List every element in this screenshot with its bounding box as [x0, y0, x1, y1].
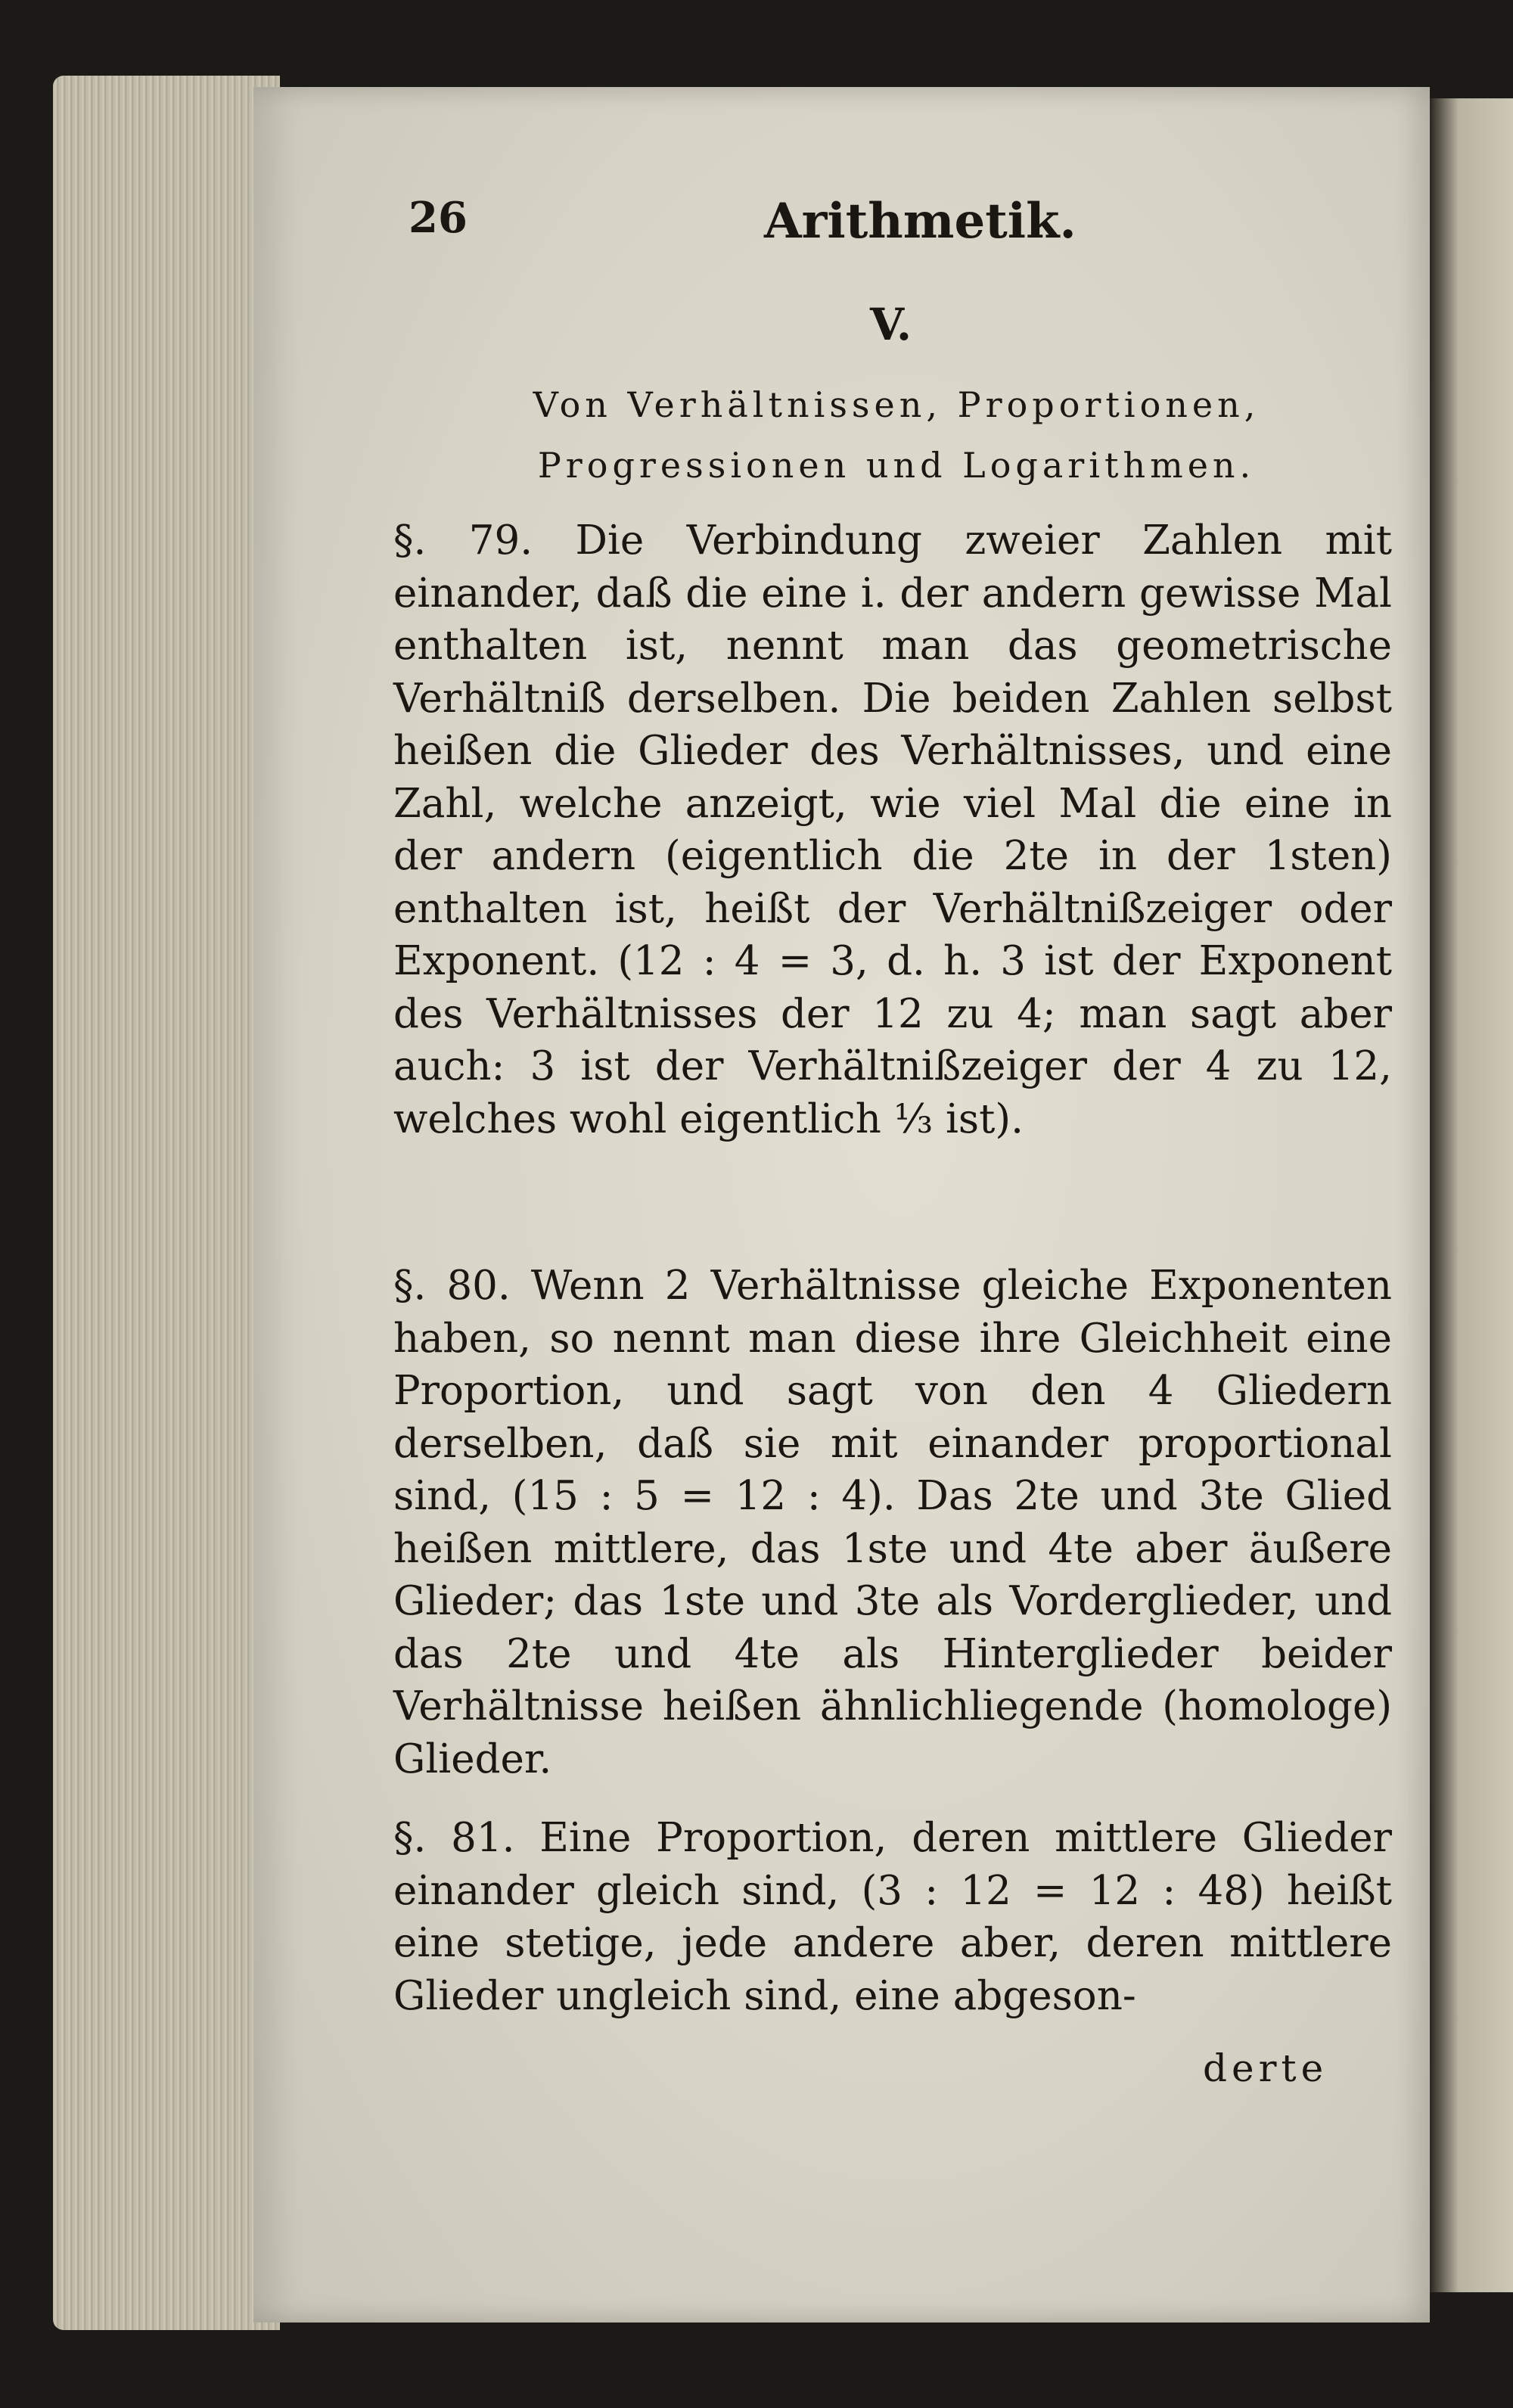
paragraph-79: §. 79. Die Verbindung zweier Zahlen mit einander, daß die eine i. der andern gewisse Mal enthalten ist, nennt man das geometrische Verhältniß derselben. Die beiden Zahlen selbst heißen die Glieder des Verhältnisses, und eine Zahl, welche anzeigt, wie viel Mal die eine in der andern (eigentlich die 2te in der 1sten) enthalten ist, heißt der Verhältnißzeiger oder Exponent. (12 : 4 = 3, d. h. 3 ist der Exponent des Verhältnisses der 12 zu 4; man sagt aber auch: 3 ist der Verhältnißzeiger der 4 zu 12, welches wohl eigentlich ⅓ ist). — [393, 517, 1392, 1142]
paragraph-81: §. 81. Eine Proportion, deren mittlere Glieder einander gleich sind, (3 : 12 = 12 : 48) heißt eine stetige, jede andere aber, deren mittlere Glieder ungleich sind, eine abgeson- — [393, 1815, 1392, 2019]
page-edges — [53, 76, 280, 2330]
page-number: 26 — [409, 193, 468, 243]
running-head: Arithmetik. — [764, 193, 1076, 250]
facing-page-edge — [1430, 98, 1513, 2292]
catchword: derte — [1203, 2046, 1328, 2090]
section-numeral: V. — [870, 299, 912, 350]
section-title: Von Verhältnissen, Proportionen, Progressionen und Logarithmen. — [533, 384, 1260, 486]
paragraph-80: §. 80. Wenn 2 Verhältnisse gleiche Exponenten haben, so nennt man diese ihre Gleichheit eine Proportion, und sagt von den 4 Gliedern derselben, daß sie mit einander proportional sind, (15 : 5 = 12 : 4). Das 2te und 3te Glied heißen mittlere, das 1ste und 4te aber äußere Glieder; das 1ste und 3te als Vorderglieder, und das 2te und 4te als Hinterglieder beider Verhältnisse heißen ähnlichliegende (homologe) Glieder. — [393, 1263, 1392, 1782]
